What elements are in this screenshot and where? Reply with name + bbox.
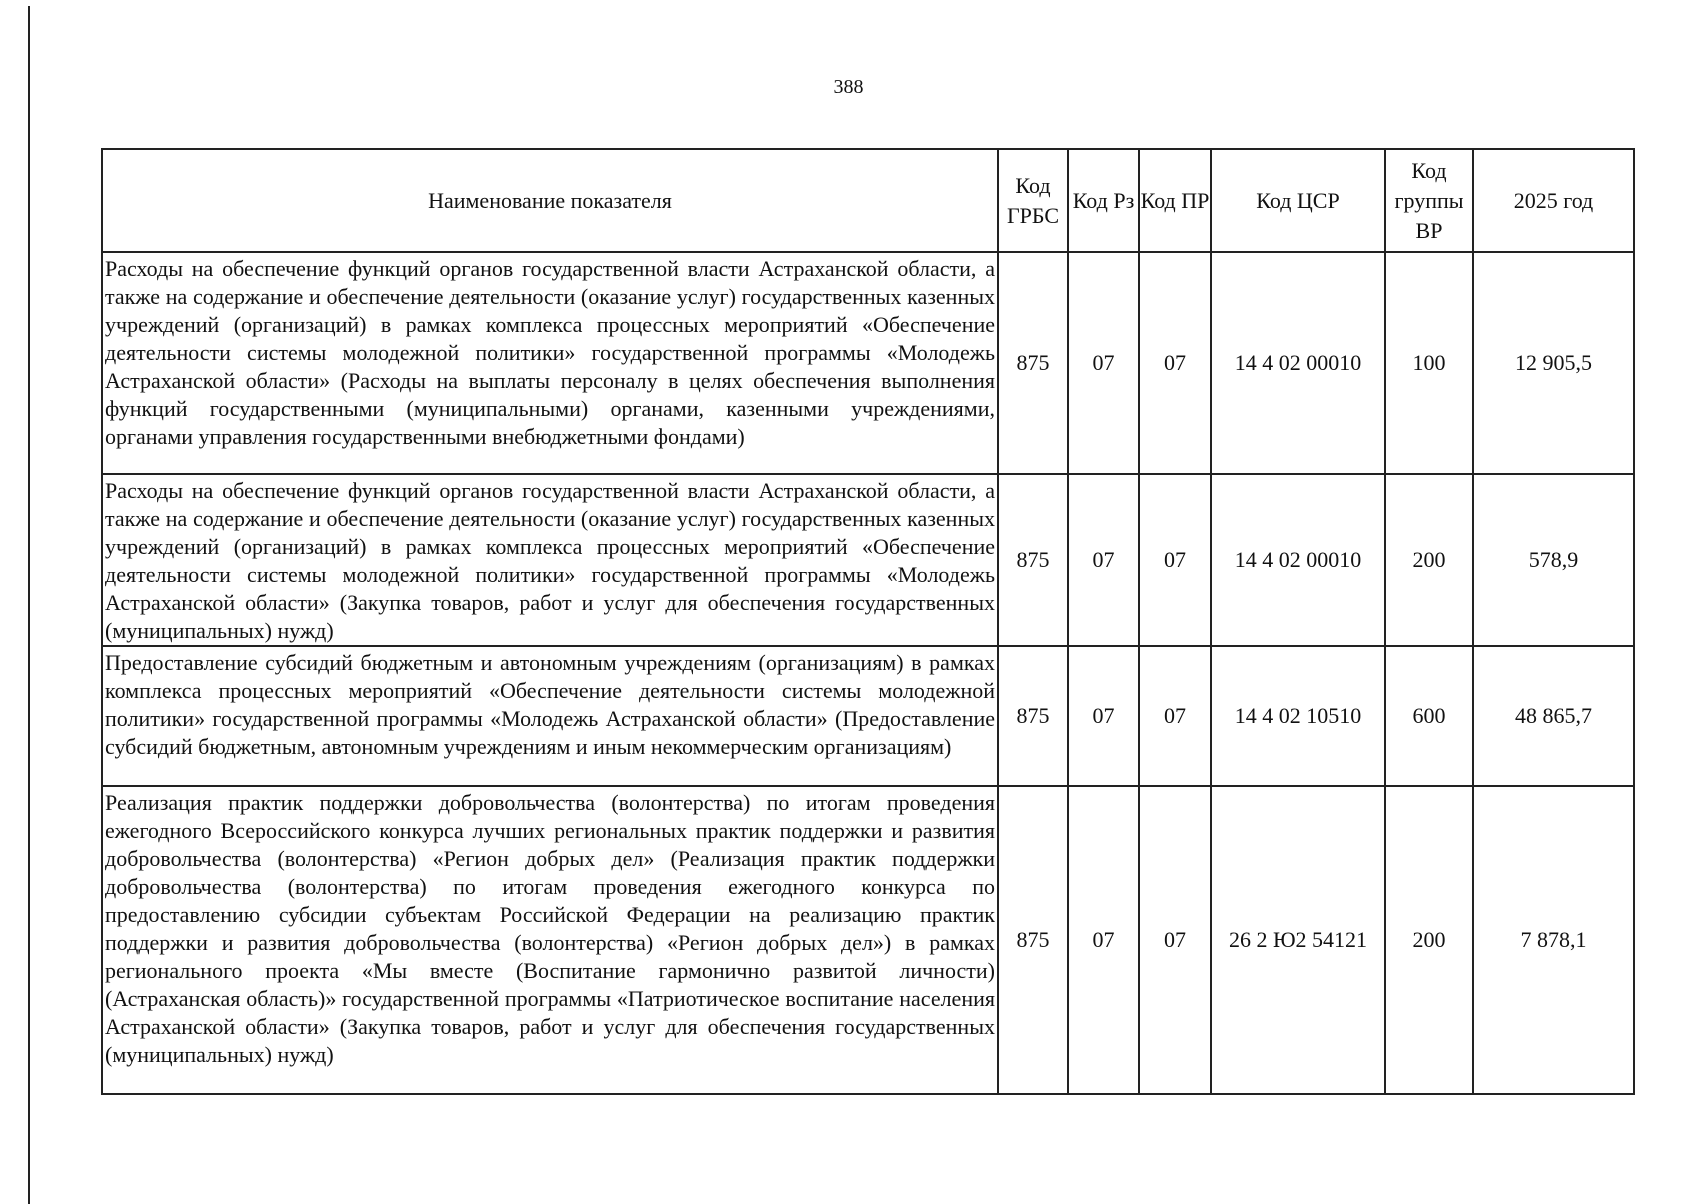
table-row	[102, 474, 1634, 646]
vr-code-cell: 600	[1385, 646, 1473, 786]
grbs-code-cell: 875	[998, 474, 1068, 646]
pr-code-cell: 07	[1139, 474, 1211, 646]
csr-code-cell: 14 4 02 00010	[1211, 252, 1385, 474]
rz-code-cell: 07	[1068, 786, 1139, 1094]
rz-code-cell: 07	[1068, 646, 1139, 786]
header-vr-group-code: Код группы ВР	[1385, 149, 1473, 252]
grbs-code-cell: 875	[998, 646, 1068, 786]
pr-code-cell: 07	[1139, 786, 1211, 1094]
table-row	[102, 252, 1634, 474]
grbs-code-cell: 875	[998, 252, 1068, 474]
pr-code-cell: 07	[1139, 646, 1211, 786]
header-rz-code: Код Рз	[1068, 149, 1139, 252]
table-header-row	[102, 149, 1634, 252]
rz-code-cell: 07	[1068, 474, 1139, 646]
header-year-2025: 2025 год	[1473, 149, 1634, 252]
vr-code-cell: 200	[1385, 786, 1473, 1094]
grbs-code-cell: 875	[998, 786, 1068, 1094]
csr-code-cell: 26 2 Ю2 54121	[1211, 786, 1385, 1094]
page-number: 388	[833, 76, 864, 98]
table-row	[102, 786, 1634, 1094]
budget-table	[101, 148, 1635, 1095]
pr-code-cell: 07	[1139, 252, 1211, 474]
header-indicator-name: Наименование показателя	[102, 149, 998, 252]
page-edge-line	[28, 6, 30, 1204]
rz-code-cell: 07	[1068, 252, 1139, 474]
indicator-name-cell: Расходы на обеспечение функций органов государственной власти Астраханской области, а также на содержание и обеспечение деятельности (оказание услуг) государственных казенных учреждений (организаций) в рамках комплекса процессных мероприятий «Обеспечение деятельности системы молодежной политики» государственной программы «Молодежь Астраханской области» (Расходы на выплаты персоналу в целях обеспечения выполнения функций государственными (муниципальными) органами, казенными учреждениями, органами управления государственными внебюджетными фондами)	[102, 252, 998, 474]
csr-code-cell: 14 4 02 10510	[1211, 646, 1385, 786]
table-row	[102, 646, 1634, 786]
indicator-name-cell: Расходы на обеспечение функций органов государственной власти Астраханской области, а также на содержание и обеспечение деятельности (оказание услуг) государственных казенных учреждений (организаций) в рамках комплекса процессных мероприятий «Обеспечение деятельности системы молодежной политики» государственной программы «Молодежь Астраханской области» (Закупка товаров, работ и услуг для обеспечения государственных (муниципальных) нужд)	[102, 474, 998, 646]
vr-code-cell: 200	[1385, 474, 1473, 646]
indicator-name-cell: Предоставление субсидий бюджетным и автономным учреждениям (организациям) в рамках комплекса процессных мероприятий «Обеспечение деятельности системы молодежной политики» государственной программы «Молодежь Астраханской области» (Предоставление субсидий бюджетным, автономным учреждениям и иным некоммерческим организациям)	[102, 646, 998, 786]
vr-code-cell: 100	[1385, 252, 1473, 474]
amount-cell: 578,9	[1473, 474, 1634, 646]
amount-cell: 48 865,7	[1473, 646, 1634, 786]
indicator-name-cell: Реализация практик поддержки добровольчества (волонтерства) по итогам проведения ежегодного Всероссийского конкурса лучших региональных практик поддержки и развития добровольчества (волонтерства) «Регион добрых дел» (Реализация практик поддержки добровольчества (волонтерства) по итогам проведения ежегодного конкурса по предоставлению субсидии субъектам Российской Федерации на реализацию практик поддержки и развития добровольчества (волонтерства) «Регион добрых дел») в рамках регионального проекта «Мы вместе (Воспитание гармонично развитой личности) (Астраханская область)» государственной программы «Патриотическое воспитание населения Астраханской области» (Закупка товаров, работ и услуг для обеспечения государственных (муниципальных) нужд)	[102, 786, 998, 1094]
header-csr-code: Код ЦСР	[1211, 149, 1385, 252]
csr-code-cell: 14 4 02 00010	[1211, 474, 1385, 646]
header-grbs-code: Код ГРБС	[998, 149, 1068, 252]
header-pr-code: Код ПР	[1139, 149, 1211, 252]
amount-cell: 7 878,1	[1473, 786, 1634, 1094]
amount-cell: 12 905,5	[1473, 252, 1634, 474]
